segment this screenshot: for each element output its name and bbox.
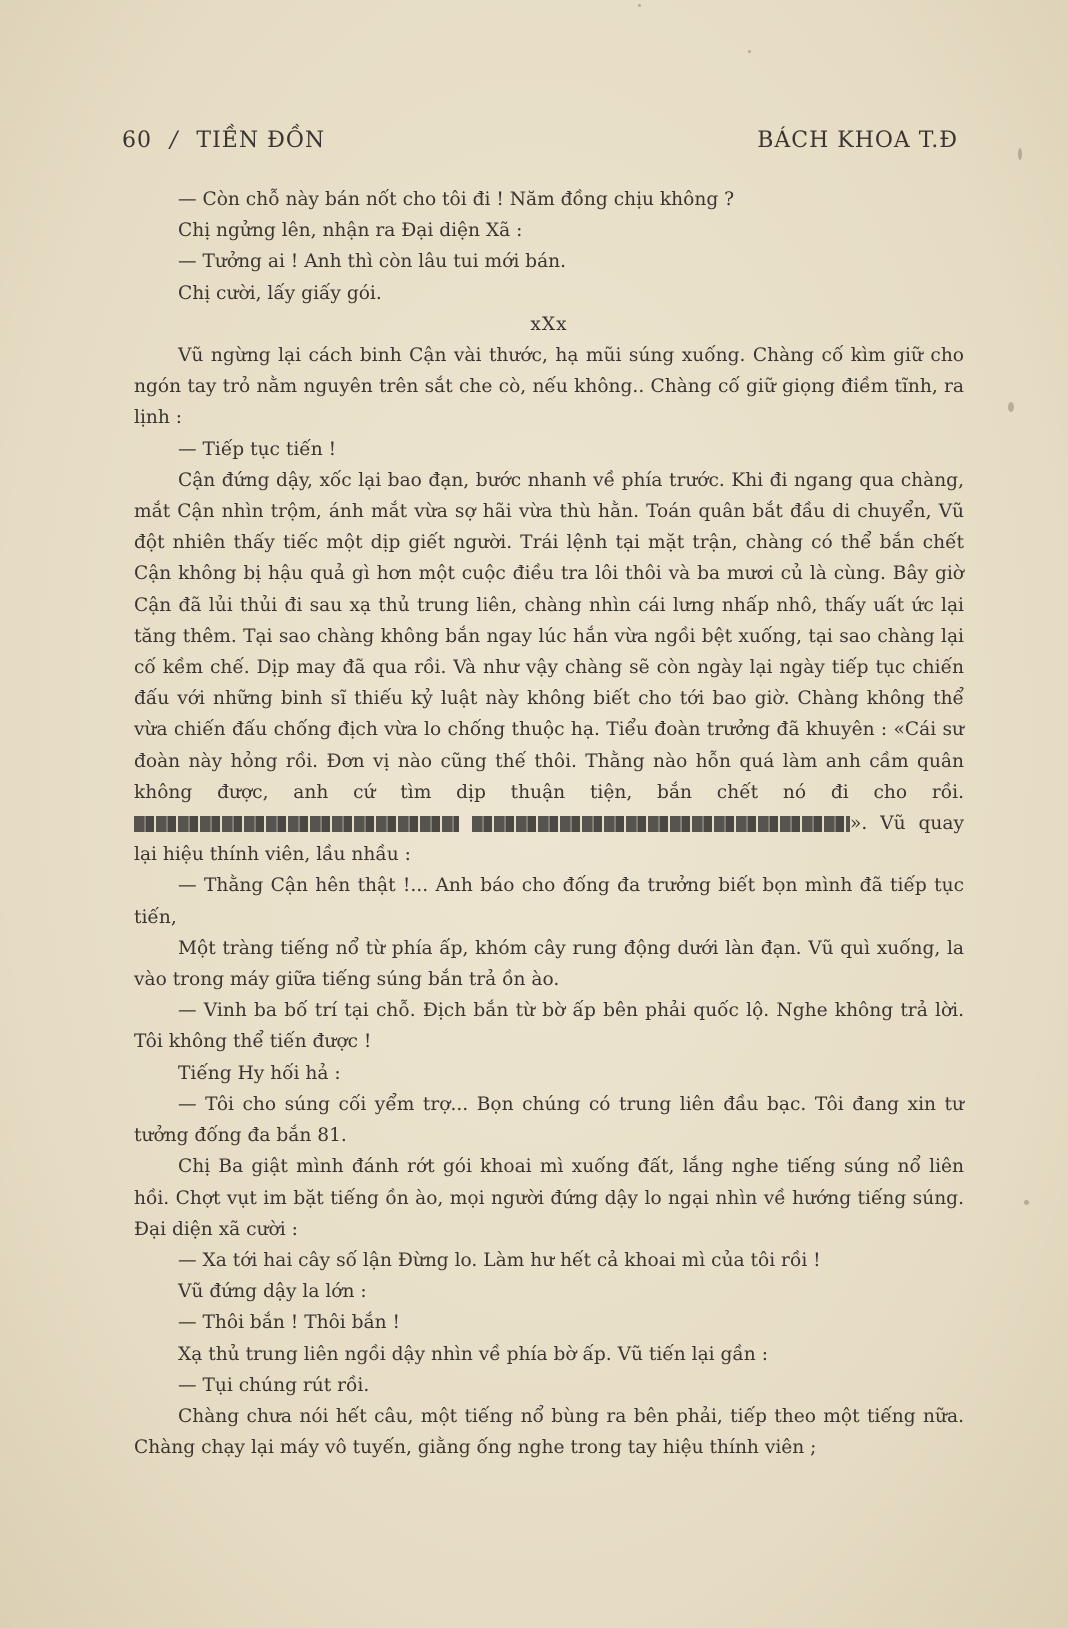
body-text bbox=[134, 184, 964, 1463]
paragraph-text: Xạ thủ trung liên ngồi dậy nhìn về phía bờ ấp. Vũ tiến lại gần : bbox=[178, 1343, 768, 1365]
paragraph-text: Chị Ba giật mình đánh rớt gói khoai mì xuống đất, lắng nghe tiếng súng nổ liên hồi. Chợt vụt im bặt tiếng ồn ào, mọi người đứng dậy lo ngại nhìn về hướng tiếng súng. Đại diện xã cười : bbox=[134, 1156, 964, 1240]
section-separator bbox=[134, 309, 964, 340]
paragraph bbox=[134, 278, 964, 309]
paragraph-text: — Tôi cho súng cối yểm trợ... Bọn chúng có trung liên đầu bạc. Tôi đang xin tư tưởng đống đa bắn 81. bbox=[134, 1093, 964, 1147]
paragraph-text: — Xa tới hai cây số lận Đừng lo. Làm hư hết cả khoai mì của tôi rồi ! bbox=[178, 1249, 821, 1271]
paragraph-text: — Thôi bắn ! Thôi bắn ! bbox=[178, 1312, 400, 1334]
paragraph bbox=[134, 184, 964, 215]
paragraph-text: Chị ngửng lên, nhận ra Đại diện Xã : bbox=[178, 220, 523, 242]
paragraph bbox=[134, 995, 964, 1057]
paragraph-text: — Tụi chúng rút rồi. bbox=[178, 1374, 370, 1396]
paragraph-text: — Thằng Cận hên thật !... Anh báo cho đống đa trưởng biết bọn mình đã tiếp tục tiến, bbox=[134, 875, 964, 928]
paragraph bbox=[134, 1151, 964, 1245]
header-separator: / bbox=[170, 128, 179, 153]
running-header bbox=[122, 128, 958, 168]
paragraph-text: Chàng chưa nói hết câu, một tiếng nổ bùng ra bên phải, tiếp theo một tiếng nữa. Chàng chạy lại máy vô tuyến, giằng ống nghe trong tay hiệu thính viên ; bbox=[134, 1405, 964, 1459]
paragraph bbox=[134, 434, 964, 465]
paragraph bbox=[134, 1401, 964, 1463]
paragraph-text: xXx bbox=[530, 313, 568, 335]
paragraph-text: — Vinh ba bố trí tại chỗ. Địch bắn từ bờ ấp bên phải quốc lộ. Nghe không trả lời. Tôi không thể tiến được ! bbox=[134, 1000, 964, 1053]
header-left bbox=[122, 128, 325, 153]
paragraph bbox=[134, 870, 964, 932]
paragraph-text: Chị cười, lấy giấy gói. bbox=[178, 282, 382, 304]
paragraph bbox=[134, 465, 964, 871]
paragraph-text: — Còn chỗ này bán nốt cho tôi đi ! Năm đồng chịu không ? bbox=[178, 189, 735, 210]
paragraph bbox=[134, 1089, 964, 1151]
paragraph-text: Vũ ngừng lại cách binh Cận vài thước, hạ mũi súng xuống. Chàng cố kìm giữ cho ngón tay trỏ nằm nguyên trên sắt che cò, nếu không.. Chàng cố giữ giọng điềm tĩnh, ra lịnh : bbox=[134, 345, 964, 429]
paragraph bbox=[134, 1339, 964, 1370]
page-number: 60 bbox=[122, 128, 152, 153]
censored-block bbox=[134, 816, 459, 832]
paper-speck bbox=[1008, 402, 1014, 412]
publication-name: BÁCH KHOA T.Đ bbox=[757, 128, 958, 153]
paragraph bbox=[134, 933, 964, 995]
paper-speck bbox=[638, 4, 641, 7]
paragraph bbox=[134, 1058, 964, 1089]
paragraph-text: — Tiếp tục tiến ! bbox=[178, 438, 337, 460]
paragraph bbox=[134, 1370, 964, 1401]
paper-speck bbox=[1024, 1200, 1029, 1205]
running-title: TIỀN ĐỒN bbox=[196, 128, 326, 153]
paragraph bbox=[134, 1307, 964, 1338]
paragraph-text: Tiếng Hy hối hả : bbox=[178, 1062, 341, 1084]
paragraph-tail: ». Vũ quay lại hiệu thính viên, lầu nhầu : bbox=[134, 813, 964, 866]
paragraph bbox=[134, 215, 964, 246]
paragraph bbox=[134, 1245, 964, 1276]
paragraph-text: Cận đứng dậy, xốc lại bao đạn, bước nhanh về phía trước. Khi đi ngang qua chàng, mắt Cận nhìn trộm, ánh mắt vừa sợ hãi vừa thù hằn. Toán quân bắt đầu di chuyển, Vũ đột nhiên thấy tiếc một dịp giết người. Trái lệnh tại mặt trận, chàng có thể bắn chết Cận không bị hậu quả gì hơn một cuộc điều tra lôi thôi và ba mươi củ là cùng. Bây giờ Cận đã lủi thủi đi sau xạ thủ trung liên, chàng nhìn cái lưng nhấp nhô, thấy uất ức lại tăng thêm. Tại sao chàng không bắn ngay lúc hắn vừa ngồi bệt xuống, tại sao chàng lại cố kềm chế. Dịp may đã qua rồi. Và như vậy chàng sẽ còn ngày lại ngày tiếp tục chiến đấu với những binh sĩ thiếu kỷ luật này không biết cho tới bao giờ. Chàng không thể vừa chiến đấu chống địch vừa lo chống thuộc hạ. Tiểu đoàn trưởng đã khuyên : «Cái sư đoàn này hỏng rồi. Đơn vị nào cũng thế thôi. Thằng nào hỗn quá làm anh cầm quân không được, anh cứ tìm dịp thuận tiện, bắn chết nó đi cho rồi. bbox=[134, 469, 964, 803]
paragraph-text: — Tưởng ai ! Anh thì còn lâu tui mới bán. bbox=[178, 251, 567, 273]
paper-speck bbox=[1018, 148, 1022, 160]
paragraph-text: Một tràng tiếng nổ từ phía ấp, khóm cây rung động dưới làn đạn. Vũ quì xuống, la vào trong máy giữa tiếng súng bắn trả ồn ào. bbox=[134, 937, 964, 991]
paragraph bbox=[134, 1276, 964, 1307]
paragraph bbox=[134, 340, 964, 434]
paragraph bbox=[134, 246, 964, 277]
paper-speck bbox=[748, 50, 751, 53]
paragraph-text: Vũ đứng dậy la lớn : bbox=[178, 1281, 367, 1303]
censored-block bbox=[472, 816, 850, 832]
